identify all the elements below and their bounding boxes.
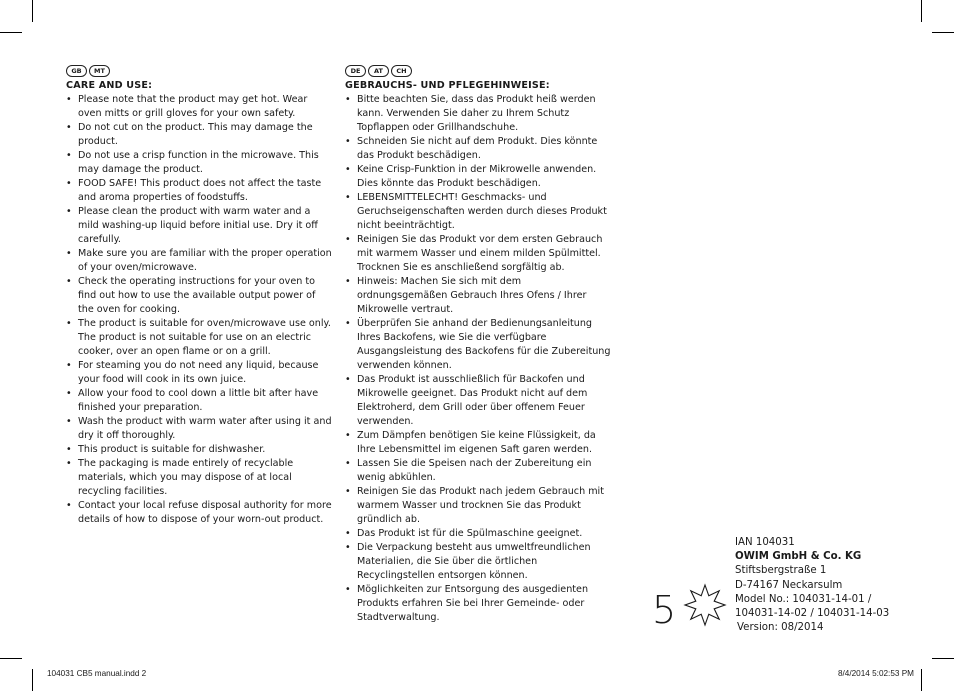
crop-mark: [921, 669, 922, 691]
instruction-item: • Please note that the product may get hot. Wear oven mitts or grill gloves for your own safety.: [66, 93, 332, 121]
language-badges: [345, 64, 611, 77]
crop-mark: [0, 658, 22, 659]
page-number: 5: [652, 588, 677, 632]
english-instructions-column: [66, 64, 332, 527]
language-badges: [66, 64, 332, 77]
model-number-line: 104031-14-02 / 104031-14-03: [735, 608, 890, 620]
instruction-item: • Contact your local refuse disposal authority for more details of how to dispose of your worn-out product.: [66, 499, 332, 527]
instruction-item: • Please clean the product with warm water and a mild washing-up liquid before initial use. Dry it off carefully.: [66, 205, 332, 247]
instruction-item: • Bitte beachten Sie, dass das Produkt heiß werden kann. Verwenden Sie daher zu Ihrem Schutz Topflappen oder Grillhandschuhe.: [345, 93, 611, 135]
crop-mark: [32, 669, 33, 691]
language-badge-at: AT: [368, 65, 389, 77]
city: D-74167 Neckarsulm: [735, 579, 843, 591]
crop-mark: [0, 32, 22, 33]
instruction-item: • For steaming you do not need any liquid, because your food will cook in its own juice.: [66, 359, 332, 387]
crop-mark: [932, 32, 954, 33]
manufacturer-address: [735, 536, 889, 635]
instruction-item: • Möglichkeiten zur Entsorgung des ausgedienten Produkts erfahren Sie bei Ihrer Gemeinde- oder Stadtverwaltung.: [345, 583, 611, 625]
model-number-line: Model No.: 104031-14-01 /: [735, 593, 872, 605]
instruction-item: • Das Produkt ist für die Spülmaschine geeignet.: [345, 527, 611, 541]
instruction-item: • Zum Dämpfen benötigen Sie keine Flüssigkeit, da Ihre Lebensmittel im eigenen Saft garen werden.: [345, 429, 611, 457]
language-badge-ch: CH: [391, 65, 412, 77]
instruction-item: • Reinigen Sie das Produkt vor dem ersten Gebrauch mit warmem Wasser und einem milden Spülmittel. Trocknen Sie es anschließend sorgfältig ab.: [345, 233, 611, 275]
instruction-item: • The packaging is made entirely of recyclable materials, which you may dispose of at local recycling facilities.: [66, 457, 332, 499]
instruction-item: • Check the operating instructions for your oven to find out how to use the available output power of the oven for cooking.: [66, 275, 332, 317]
instruction-item: • This product is suitable for dishwasher.: [66, 443, 332, 457]
instruction-item: • Lassen Sie die Speisen nach der Zubereitung ein wenig abkühlen.: [345, 457, 611, 485]
street: Stiftsbergstraße 1: [735, 565, 827, 577]
instruction-item: • Überprüfen Sie anhand der Bedienungsanleitung Ihres Backofens, wie Sie die verfügbare Ausgangsleistung des Backofens für die Zubereitung verwenden können.: [345, 317, 611, 373]
instruction-item: • Make sure you are familiar with the proper operation of your oven/microwave.: [66, 247, 332, 275]
instruction-item: • Wash the product with warm water after using it and dry it off thoroughly.: [66, 415, 332, 443]
company-name: OWIM GmbH & Co. KG: [735, 551, 862, 563]
section-title: GEBRAUCHS- UND PFLEGEHINWEISE:: [345, 80, 550, 91]
instruction-item: • Hinweis: Machen Sie sich mit dem ordnungsgemäßen Gebrauch Ihres Ofens / Ihrer Mikrowelle vertraut.: [345, 275, 611, 317]
instruction-item: • Schneiden Sie nicht auf dem Produkt. Dies könnte das Produkt beschädigen.: [345, 135, 611, 163]
star-icon: [683, 583, 727, 627]
instruction-item: • Das Produkt ist ausschließlich für Backofen und Mikrowelle geeignet. Das Produkt nicht auf dem Elektroherd, dem Grill oder über offenem Feuer verwenden.: [345, 373, 611, 429]
instruction-item: • Reinigen Sie das Produkt nach jedem Gebrauch mit warmem Wasser und trocknen Sie das Produkt gründlich ab.: [345, 485, 611, 527]
language-badge-gb: GB: [66, 65, 87, 77]
instruction-item: • Do not cut on the product. This may damage the product.: [66, 121, 332, 149]
instruction-item: • Allow your food to cool down a little bit after have finished your preparation.: [66, 387, 332, 415]
crop-mark: [932, 658, 954, 659]
instruction-item: • The product is suitable for oven/microwave use only. The product is not suitable for use on an electric cooker, over an open flame or on a grill.: [66, 317, 332, 359]
instruction-item: • Die Verpackung besteht aus umweltfreundlichen Materialien, die Sie über die örtlichen Recyclingstellen entsorgen können.: [345, 541, 611, 583]
version: Version: 08/2014: [737, 622, 824, 634]
section-title: CARE AND USE:: [66, 80, 153, 91]
language-badge-mt: MT: [89, 65, 110, 77]
print-timestamp: 8/4/2014 5:02:53 PM: [837, 669, 914, 678]
crop-mark: [921, 0, 922, 22]
language-badge-de: DE: [345, 65, 366, 77]
instruction-list: [66, 93, 332, 527]
instruction-item: • Keine Crisp-Funktion in der Mikrowelle anwenden. Dies könnte das Produkt beschädigen.: [345, 163, 611, 191]
instruction-item: • LEBENSMITTELECHT! Geschmacks- und Geruchseigenschaften werden durch dieses Produkt nicht beeinträchtigt.: [345, 191, 611, 233]
instruction-item: • Do not use a crisp function in the microwave. This may damage the product.: [66, 149, 332, 177]
print-file-info: 104031 CB5 manual.indd 2: [47, 669, 147, 678]
crop-mark: [32, 0, 33, 22]
instruction-list: [345, 93, 611, 625]
ian-number: IAN 104031: [735, 537, 795, 548]
instruction-item: • FOOD SAFE! This product does not affect the taste and aroma properties of foodstuffs.: [66, 177, 332, 205]
german-instructions-column: [345, 64, 611, 625]
